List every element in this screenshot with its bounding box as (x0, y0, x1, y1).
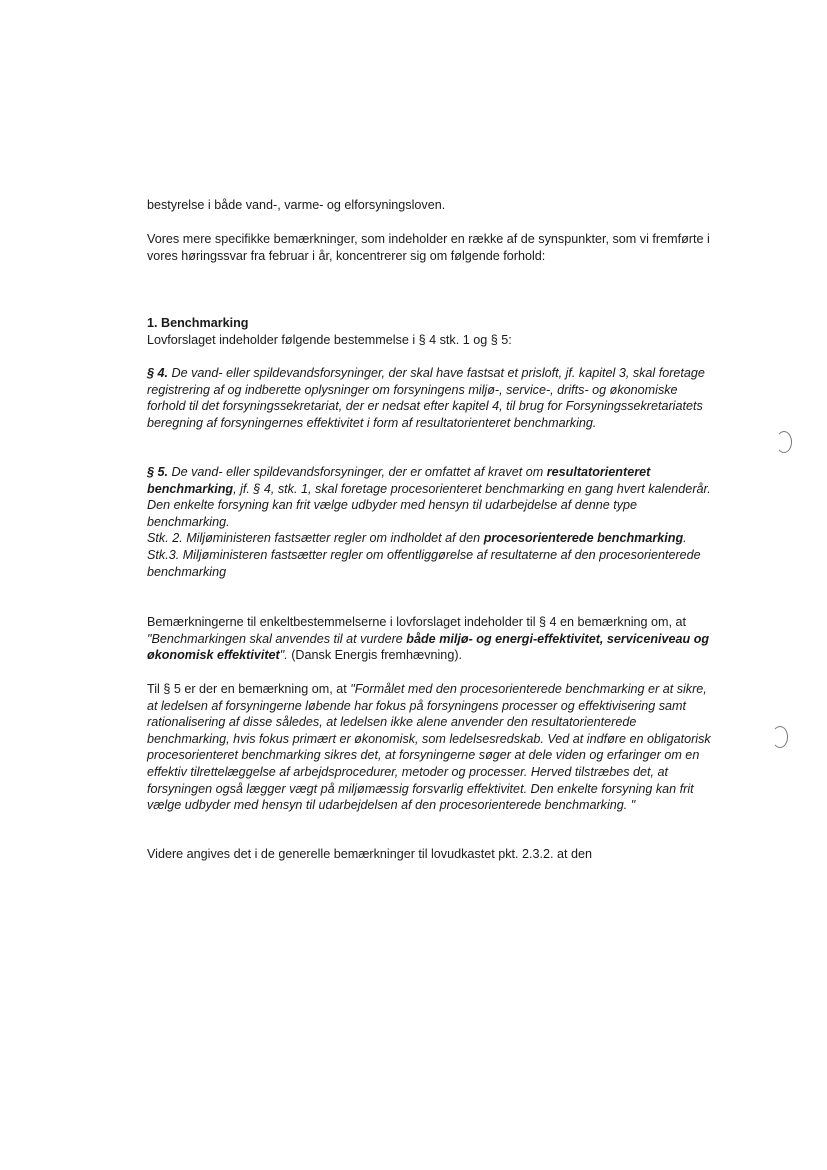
stk-2: Stk. 2. Miljøministeren fastsætter regler om indholdet af den procesorienterede benchmarking. (147, 531, 687, 546)
remarks-paragraph: Bemærkningerne til enkeltbestemmelserne i lovforslaget indeholder til § 4 en bemærkning om, at "Benchmarkingen skal anvendes til at vurdere både miljø- og energi-effektivitet, serviceniveau og økonomisk effektivitet". (Dansk Energis fremhævning). (147, 615, 710, 663)
quote-paragraph-5: § 5. De vand- eller spildevandsforsyninger, der er omfattet af kravet om resultatorienteret benchmarking, jf. § 4, stk. 1, skal foretage procesorienteret benchmarking en gang hvert kalenderår. Den enkelte forsyning kan frit vælge udbyder med hensyn til udarbejdelse af denne type benchmarking. Stk. 2. Miljøministeren fastsætter regler om indholdet af den procesorienterede benchmarking. Stk.3. Miljøministeren fastsætter regler om offentliggørelse af resultaterne af den procesorienterede benchmarking (147, 465, 711, 579)
section-heading: 1. Benchmarking (147, 316, 249, 330)
intro-paragraph: Vores mere specifikke bemærkninger, som indeholder en række af de synspunkter, som vi fremførte i vores høringssvar fra februar i år, koncentrerer sig om følgende forhold: (147, 232, 710, 263)
closing-paragraph: Videre angives det i de generelle bemærkninger til lovudkastet pkt. 2.3.2. at den (147, 847, 593, 861)
section-benchmarking (147, 315, 712, 348)
punch-hole-mark (772, 726, 788, 748)
paragraph-ref: § 5. (147, 465, 169, 479)
intro-continuation (147, 197, 712, 214)
punch-hole-mark (776, 431, 792, 453)
intro-line: bestyrelse i både vand-, varme- og elforsyningsloven. (147, 198, 446, 212)
paragraph-5-remark: Til § 5 er der en bemærkning om, at "Formålet med den procesorienterede benchmarking er at sikre, at ledelsen af forsyningerne løbende har fokus på forsyningens processer og effektivisering samt rationalisering af disse således, at ledelsen ikke alene anvender den resultatorienterede benchmarking, hvis fokus primært er økonomisk, som ledelsesredskab. Ved at indføre en obligatorisk procesorienteret benchmarking sikres det, at forsyningerne søger at dele viden og erfaringer om en effektiv tilrettelæggelse af arbejdsprocedurer, metoder og processer. Herved tilstræbes det, at forsyningen også lægger vægt på miljømæssig forsvarlig effektivitet. Den enkelte forsyning kan frit vælge udbyder med hensyn til udarbejdelsen af den procesorienterede benchmarking. " (147, 682, 711, 813)
quote-paragraph-4: § 4. De vand- eller spildevandsforsyninger, der skal have fastsat et prisloft, jf. kapitel 3, skal foretage registrering af og indberette oplysninger om forsyningens miljø-, service-, drifts- og økonomiske forhold til det forsyningssekretariat, der er nedsat efter kapitel 4, til brug for Forsyningssekretariatets beregning af forsyningernes effektivitet i form af resultatorienteret benchmarking. (147, 366, 705, 430)
paragraph-ref: § 4. (147, 366, 169, 380)
stk-3: Stk.3. Miljøministeren fastsætter regler om offentliggørelse af resultaterne af den procesorienterede benchmarking (147, 547, 701, 579)
section-lead: Lovforslaget indeholder følgende bestemmelse i § 4 stk. 1 og § 5: (147, 332, 512, 347)
